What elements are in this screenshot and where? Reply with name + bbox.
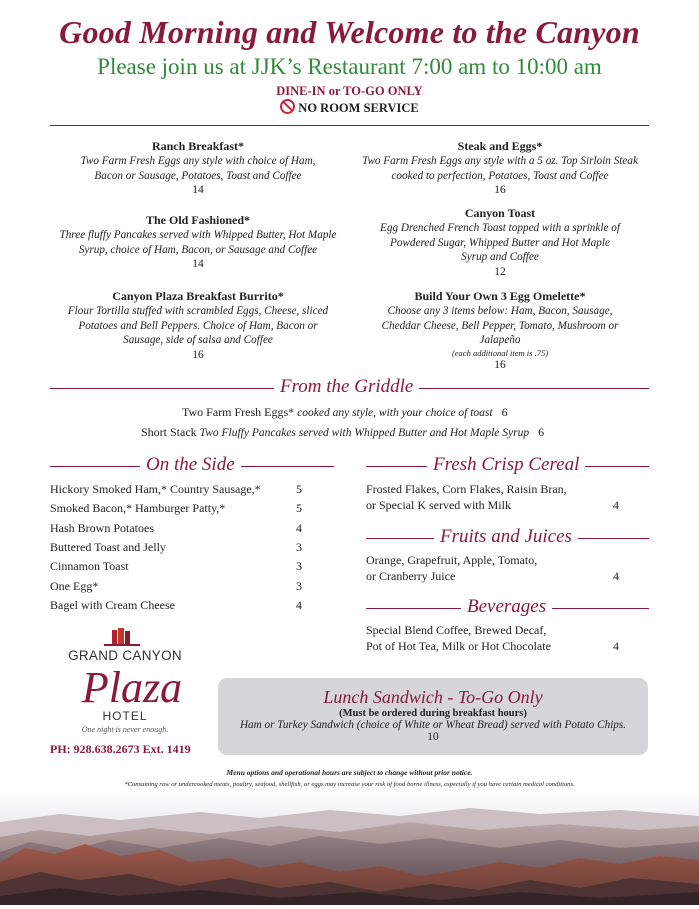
menu-item-build-omelette <box>350 289 650 371</box>
item-price: 14 <box>192 258 204 270</box>
side-item <box>50 521 310 537</box>
logo-script-text: Plaza <box>81 663 183 712</box>
section-heading-cereal: Fresh Crisp Cereal <box>427 454 585 476</box>
item-description: Flour Tortilla stuffed with scrambled Eggs, Cheese, sliced Potatoes and Bell Peppers. Choice of Ham, Bacon or Sausage, side of salsa and Coffee <box>67 305 329 346</box>
section-heading-fruits: Fruits and Juices <box>434 526 578 548</box>
item-name: Build Your Own 3 Egg Omelette* <box>414 289 586 303</box>
item-name: Cinnamon Toast <box>50 559 129 574</box>
item-note: (each additional item is .75) <box>451 347 549 358</box>
item-price: 6 <box>501 405 508 419</box>
fruits-item <box>366 553 626 585</box>
cereal-item <box>366 482 626 514</box>
item-name: Canyon Toast <box>464 206 536 220</box>
side-item <box>50 501 310 517</box>
item-price: 4 <box>613 498 619 512</box>
item-description: Two Farm Fresh Eggs any style with choice of Ham, Bacon or Sausage, Potatoes, Toast and Coffee <box>80 155 316 182</box>
menu-item-canyon-toast <box>350 206 650 278</box>
logo-mark <box>50 628 200 742</box>
lunch-sandwich-box <box>218 678 648 755</box>
griddle-item-eggs <box>182 405 508 420</box>
item-price: 4 <box>296 597 302 612</box>
menu-item-steak-and-eggs <box>350 139 650 196</box>
item-price: 3 <box>296 539 302 554</box>
item-price: 16 <box>192 348 204 361</box>
item-description: Choose any 3 items below: Ham, Bacon, Sausage, Cheddar Cheese, Bell Pepper, Tomato, Mushroom or Jalapeño <box>381 305 619 346</box>
logo-bottom-text: HOTEL <box>102 709 148 723</box>
phone-number: PH: 928.638.2673 Ext. 1419 <box>50 742 191 756</box>
item-price: 4 <box>613 569 619 583</box>
side-item <box>50 579 310 595</box>
header-divider <box>50 125 649 126</box>
logo-top-text: GRAND CANYON <box>68 648 182 663</box>
item-name: Hash Brown Potatoes <box>50 520 154 535</box>
item-price: 4 <box>296 520 302 535</box>
item-line-1: Special Blend Coffee, Brewed Decaf, <box>366 623 547 637</box>
item-name: Bagel with Cream Cheese <box>50 597 175 612</box>
side-item <box>50 540 310 556</box>
lunch-title: Lunch Sandwich - To-Go Only <box>323 687 543 707</box>
item-name: Ranch Breakfast* <box>151 139 245 153</box>
logo-tagline: One night is never enough. <box>81 725 169 734</box>
item-price: 5 <box>296 501 302 516</box>
beverages-item <box>366 623 626 655</box>
lunch-price: 10 <box>427 731 439 743</box>
menu-item-old-fashioned <box>48 213 348 270</box>
side-item <box>50 598 310 614</box>
change-disclaimer: Menu options and operational hours are subject to change without prior notice. <box>226 768 473 777</box>
dine-in-notice: DINE-IN or TO-GO ONLY <box>276 84 423 98</box>
page-title: Good Morning and Welcome to the Canyon <box>59 14 640 50</box>
grand-canyon-photo <box>0 792 699 905</box>
restaurant-hours: Please join us at JJK’s Restaurant 7:00 am to 10:00 am <box>97 54 602 79</box>
item-name: Canyon Plaza Breakfast Burrito* <box>112 289 284 303</box>
item-price: 16 <box>494 358 506 371</box>
item-name: Short Stack <box>141 425 197 439</box>
prohibited-icon <box>280 99 295 114</box>
grand-canyon-plaza-logo <box>50 628 200 742</box>
item-description: Egg Drenched French Toast topped with a sprinkle of Powdered Sugar, Whipped Butter and Hot Maple Syrup and Coffee <box>380 222 620 263</box>
item-price: 14 <box>192 184 204 196</box>
section-heading-griddle: From the Griddle <box>274 376 419 398</box>
side-item <box>50 482 310 498</box>
item-price: 4 <box>613 639 619 653</box>
item-price: 6 <box>538 425 545 439</box>
no-room-service-notice <box>0 99 699 116</box>
item-description: cooked any style, with your choice of toast <box>297 407 493 419</box>
item-name: The Old Fashioned* <box>145 213 251 227</box>
item-description: Three fluffy Pancakes served with Whipped Butter, Hot Maple Syrup, choice of Ham, Bacon, or Sausage and Coffee <box>59 229 337 256</box>
item-description: Two Farm Fresh Eggs any style with a 5 oz. Top Sirloin Steak cooked to perfection, Potatoes, Toast and Coffee <box>362 155 638 182</box>
item-name: One Egg* <box>50 578 99 593</box>
item-name: Two Farm Fresh Eggs* <box>182 405 295 419</box>
item-price: 3 <box>296 578 302 593</box>
item-price: 12 <box>494 265 506 278</box>
item-name: Steak and Eggs* <box>457 139 543 153</box>
item-name: Buttered Toast and Jelly <box>50 539 166 554</box>
item-price: 5 <box>296 482 302 496</box>
menu-item-ranch-breakfast <box>48 139 348 196</box>
item-name: Hickory Smoked Ham,* Country Sausage,* <box>50 482 261 496</box>
item-line-2: Pot of Hot Tea, Milk or Hot Chocolate <box>366 639 551 653</box>
menu-item-breakfast-burrito <box>48 289 348 361</box>
canyon-landscape-image <box>0 792 699 905</box>
griddle-item-short-stack <box>141 425 544 440</box>
no-room-service-label: NO ROOM SERVICE <box>298 101 419 115</box>
item-line-1: Orange, Grapefruit, Apple, Tomato, <box>366 553 538 567</box>
lunch-description: Ham or Turkey Sandwich (choice of White or Wheat Bread) served with Potato Chips. <box>239 719 627 731</box>
section-heading-beverages: Beverages <box>461 596 552 618</box>
item-description: Two Fluffy Pancakes served with Whipped Butter and Hot Maple Syrup <box>199 427 530 439</box>
side-item <box>50 559 310 575</box>
lunch-note: (Must be ordered during breakfast hours) <box>339 708 527 719</box>
item-line-2: or Special K served with Milk <box>366 498 511 512</box>
item-line-1: Frosted Flakes, Corn Flakes, Raisin Bran, <box>366 482 567 496</box>
item-price: 3 <box>296 559 302 574</box>
item-name: Smoked Bacon,* Hamburger Patty,* <box>50 501 226 516</box>
section-heading-side: On the Side <box>140 454 241 476</box>
item-line-2: or Cranberry Juice <box>366 569 456 583</box>
item-price: 16 <box>494 184 506 196</box>
food-safety-disclaimer: *Consuming raw or undercooked meats, poultry, seafood, shellfish, or eggs may increase your risk of food borne illness, especially if you have certain medical conditions. <box>124 781 575 788</box>
